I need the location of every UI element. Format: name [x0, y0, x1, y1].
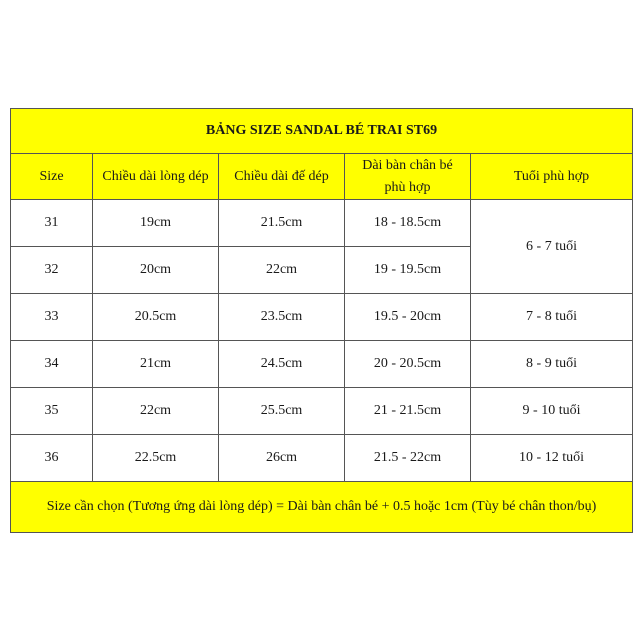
cell-age: 6 - 7 tuổi — [471, 200, 633, 294]
cell-age: 8 - 9 tuổi — [471, 341, 633, 388]
cell-foot-length: 21.5 - 22cm — [345, 435, 471, 482]
footer-row — [11, 482, 633, 533]
cell-size: 35 — [11, 388, 93, 435]
cell-inner-length: 22.5cm — [93, 435, 219, 482]
table-row — [11, 341, 633, 388]
cell-size: 31 — [11, 200, 93, 247]
header-foot-length — [345, 154, 471, 200]
cell-inner-length: 20.5cm — [93, 294, 219, 341]
header-foot-length-line1: Dài bàn chân bé — [362, 157, 453, 173]
cell-size: 36 — [11, 435, 93, 482]
cell-age: 7 - 8 tuổi — [471, 294, 633, 341]
table-row — [11, 388, 633, 435]
cell-sole-length: 25.5cm — [219, 388, 345, 435]
cell-foot-length: 19 - 19.5cm — [345, 247, 471, 294]
header-age: Tuổi phù hợp — [471, 154, 633, 200]
cell-foot-length: 19.5 - 20cm — [345, 294, 471, 341]
cell-foot-length: 21 - 21.5cm — [345, 388, 471, 435]
title-row — [11, 109, 633, 154]
header-sole-length: Chiều dài đế dép — [219, 154, 345, 200]
cell-age: 9 - 10 tuổi — [471, 388, 633, 435]
cell-sole-length: 26cm — [219, 435, 345, 482]
table-row — [11, 435, 633, 482]
cell-size: 33 — [11, 294, 93, 341]
cell-inner-length: 21cm — [93, 341, 219, 388]
size-chart-table — [10, 108, 633, 533]
header-row — [11, 154, 633, 200]
table-row — [11, 200, 633, 247]
cell-foot-length: 18 - 18.5cm — [345, 200, 471, 247]
header-inner-length: Chiều dài lòng dép — [93, 154, 219, 200]
header-size: Size — [11, 154, 93, 200]
cell-age: 10 - 12 tuổi — [471, 435, 633, 482]
header-foot-length-line2: phù hợp — [384, 179, 431, 195]
cell-inner-length: 22cm — [93, 388, 219, 435]
footer-note: Size cần chọn (Tương ứng dài lòng dép) = Dài bàn chân bé + 0.5 hoặc 1cm (Tùy bé chân thon/bụ) — [11, 482, 633, 533]
cell-sole-length: 23.5cm — [219, 294, 345, 341]
table-title: BẢNG SIZE SANDAL BÉ TRAI ST69 — [11, 109, 633, 154]
cell-sole-length: 21.5cm — [219, 200, 345, 247]
cell-foot-length: 20 - 20.5cm — [345, 341, 471, 388]
cell-sole-length: 22cm — [219, 247, 345, 294]
cell-size: 32 — [11, 247, 93, 294]
cell-inner-length: 20cm — [93, 247, 219, 294]
cell-sole-length: 24.5cm — [219, 341, 345, 388]
cell-inner-length: 19cm — [93, 200, 219, 247]
cell-size: 34 — [11, 341, 93, 388]
table-row — [11, 294, 633, 341]
